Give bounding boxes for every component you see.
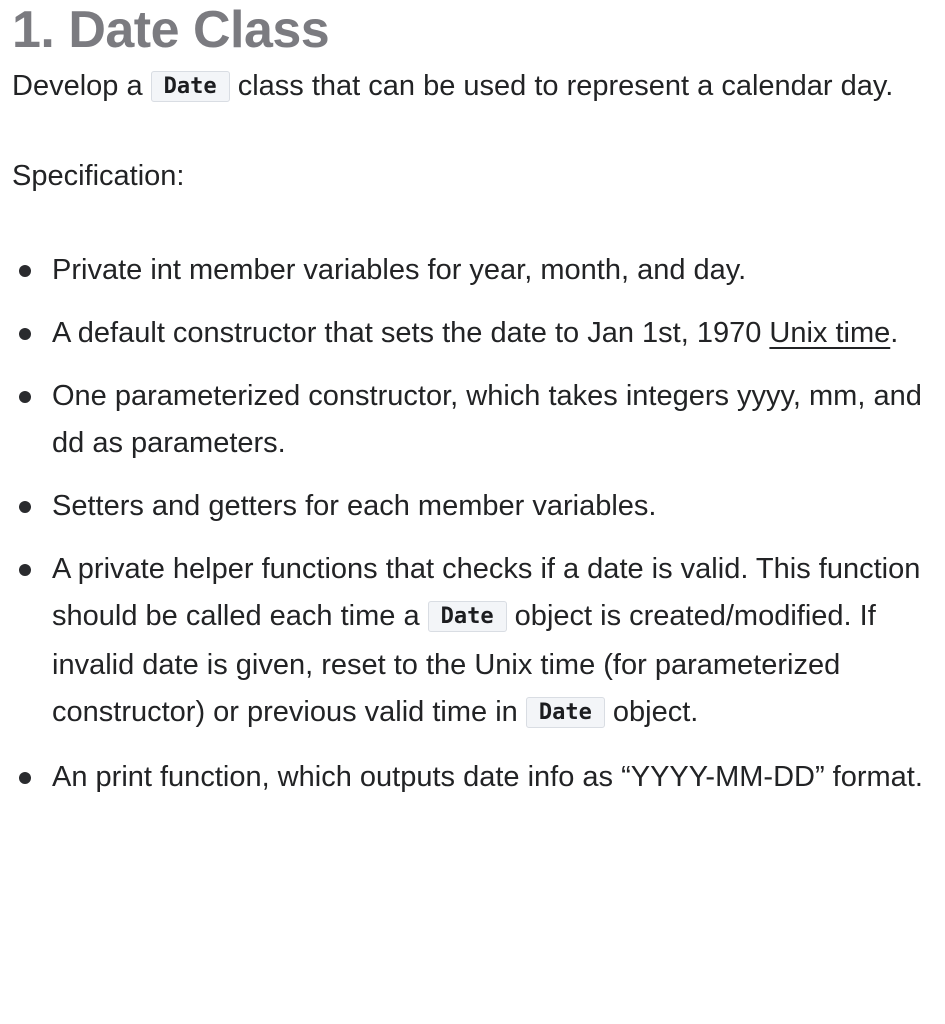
list-item-text-end: object. xyxy=(604,696,699,728)
list-item-text: A default constructor that sets the date to Jan 1st, 1970 xyxy=(52,317,770,349)
list-item-text: Private int member variables for year, month, and day. xyxy=(52,254,747,286)
list-item-parameterized-constructor xyxy=(12,373,932,467)
bullet-icon xyxy=(19,501,31,513)
list-item-text: An print function, which outputs date info as “YYYY-MM-DD” format. xyxy=(52,761,923,793)
list-item-default-constructor xyxy=(12,310,932,357)
section-heading: 1. Date Class xyxy=(12,1,330,59)
intro-paragraph xyxy=(12,63,932,112)
list-item-text-end: . xyxy=(890,317,899,349)
bullet-icon xyxy=(19,391,31,403)
inline-code-date: Date xyxy=(526,697,605,728)
list-item-setters-getters xyxy=(12,483,932,530)
inline-code-date: Date xyxy=(151,71,230,102)
list-item-member-variables xyxy=(12,247,932,294)
bullet-icon xyxy=(19,564,31,576)
bullet-icon xyxy=(19,772,31,784)
specification-label: Specification: xyxy=(12,160,185,192)
intro-text-before: Develop a xyxy=(12,70,151,102)
list-item-validation-helper xyxy=(12,546,932,738)
unix-time-link[interactable]: Unix time xyxy=(769,317,891,349)
specification-list xyxy=(12,247,932,801)
list-item-print-function xyxy=(12,754,932,801)
bullet-icon xyxy=(19,265,31,277)
list-item-text: One parameterized constructor, which takes integers yyyy, mm, and dd as parameters. xyxy=(52,380,922,459)
list-item-text: Setters and getters for each member variables. xyxy=(52,490,657,522)
bullet-icon xyxy=(19,328,31,340)
list-item-text: A private helper functions that checks if a date is valid. This function should be called each time a xyxy=(52,553,921,632)
document xyxy=(12,0,932,817)
list-item-text-middle: object is created/modified. If invalid date is given, reset to the Unix time (for parameterized constructor) or previous valid time in xyxy=(52,600,876,728)
inline-code-date: Date xyxy=(428,601,507,632)
intro-text-after: class that can be used to represent a calendar day. xyxy=(229,70,894,102)
